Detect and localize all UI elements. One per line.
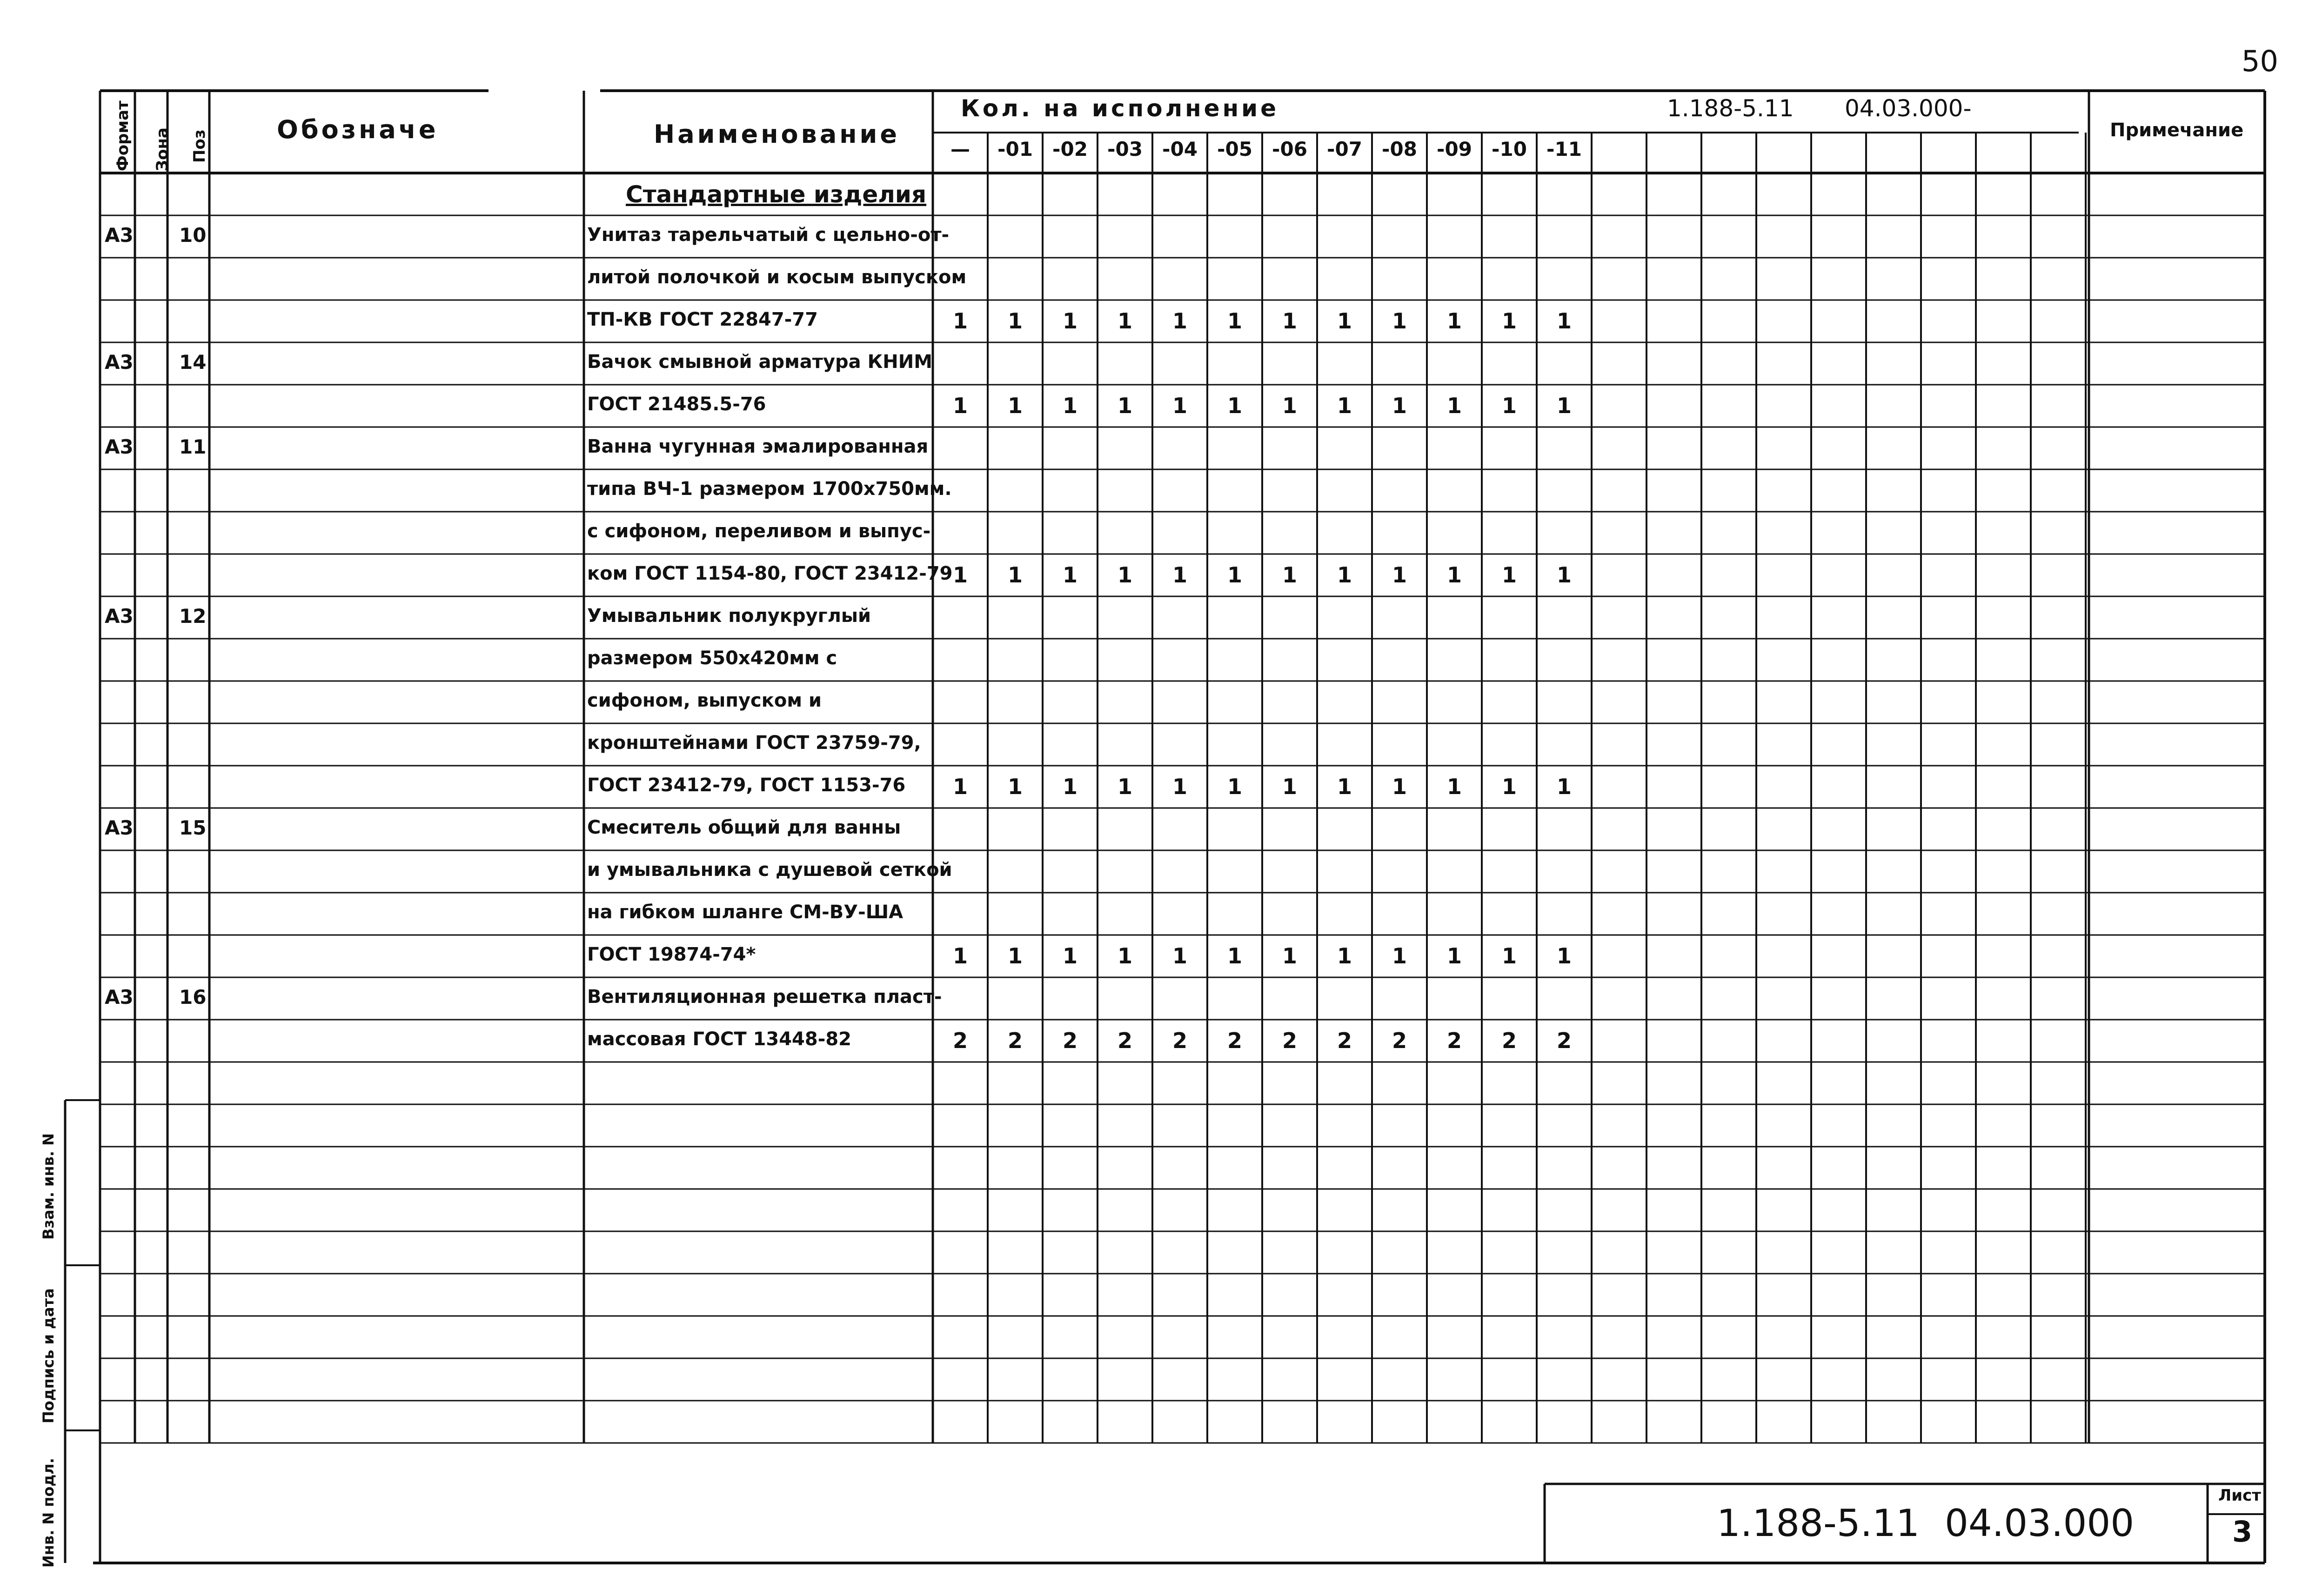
qty-cell: 1 — [1172, 308, 1187, 334]
qty-cell: 1 — [1282, 393, 1297, 418]
qty-cell: 1 — [1446, 308, 1462, 334]
qty-cell: 1 — [1117, 943, 1132, 968]
row-format: А3 — [105, 986, 134, 1008]
qty-cell: 1 — [1062, 308, 1078, 334]
side-label-signature-date: Подпись и дата — [40, 1288, 57, 1423]
qty-cell: 2 — [1117, 1028, 1132, 1053]
qty-cell: 1 — [1501, 393, 1517, 418]
qty-cell: 1 — [1227, 562, 1242, 588]
qty-cell: 1 — [1556, 308, 1572, 334]
row-name: кронштейнами ГОСТ 23759-79, — [587, 732, 921, 754]
qty-cell: 2 — [1446, 1028, 1462, 1053]
title-block-code: 1.188-5.11 — [1717, 1502, 1920, 1545]
row-position: 10 — [179, 224, 207, 247]
row-name: ГОСТ 21485.5-76 — [587, 394, 766, 415]
qty-cell: 1 — [1282, 308, 1297, 334]
qty-cell: 1 — [1117, 393, 1132, 418]
row-format: А3 — [105, 816, 134, 839]
qty-cell: 1 — [1392, 774, 1407, 799]
qty-cell: 2 — [1556, 1028, 1572, 1053]
row-position: 12 — [179, 605, 207, 628]
row-format: А3 — [105, 605, 134, 628]
qty-cell: 1 — [1007, 393, 1023, 418]
qty-cell: 1 — [1392, 562, 1407, 588]
qty-cell: 1 — [1556, 562, 1572, 588]
row-name: типа ВЧ-1 размером 1700х750мм. — [587, 478, 952, 500]
side-label-orig-inv: Инв. N подл. — [40, 1458, 57, 1568]
qty-cell: 1 — [1117, 774, 1132, 799]
variant-label: -09 — [1437, 138, 1472, 160]
qty-cell: 1 — [1556, 943, 1572, 968]
row-name: ком ГОСТ 1154-80, ГОСТ 23412-79 — [587, 563, 953, 584]
variant-label: -03 — [1107, 138, 1143, 160]
qty-cell: 1 — [1117, 562, 1132, 588]
variant-label: -08 — [1382, 138, 1417, 160]
qty-cell: 1 — [1337, 943, 1352, 968]
header-doc-code: 1.188-5.11 — [1667, 95, 1794, 122]
header-doc-code-suffix: 04.03.000- — [1845, 95, 1972, 122]
qty-cell: 1 — [1117, 308, 1132, 334]
row-position: 14 — [179, 351, 207, 374]
row-name: Умывальник полукруглый — [587, 605, 871, 627]
qty-cell: 1 — [1446, 562, 1462, 588]
qty-cell: 2 — [1282, 1028, 1297, 1053]
row-name: ГОСТ 19874-74* — [587, 944, 756, 965]
row-format: А3 — [105, 351, 134, 374]
qty-cell: 1 — [1172, 943, 1187, 968]
qty-cell: 1 — [1007, 308, 1023, 334]
qty-cell: 1 — [1337, 562, 1352, 588]
qty-cell: 2 — [1337, 1028, 1352, 1053]
qty-cell: 1 — [952, 774, 968, 799]
qty-cell: 1 — [1062, 562, 1078, 588]
header-pos: Поз — [190, 129, 209, 163]
row-name: размером 550х420мм с — [587, 648, 837, 669]
row-name: Ванна чугунная эмалированная — [587, 436, 929, 457]
header-note: Примечание — [2110, 120, 2244, 141]
title-block-sheet-number: 3 — [2232, 1515, 2253, 1549]
variant-label: -10 — [1492, 138, 1527, 160]
qty-cell: 1 — [1392, 308, 1407, 334]
qty-cell: 2 — [952, 1028, 968, 1053]
row-name: сифоном, выпуском и — [587, 690, 822, 711]
qty-cell: 1 — [952, 308, 968, 334]
row-name: Смеситель общий для ванны — [587, 817, 901, 838]
qty-cell: 1 — [1501, 308, 1517, 334]
qty-cell: 1 — [1062, 774, 1078, 799]
row-name: на гибком шланге СМ-ВУ-ША — [587, 902, 904, 923]
qty-cell: 1 — [1446, 943, 1462, 968]
header-qty-title: Кол. на исполнение — [961, 95, 1279, 122]
page-number: 50 — [2242, 44, 2278, 78]
qty-cell: 1 — [1337, 308, 1352, 334]
row-name: массовая ГОСТ 13448-82 — [587, 1028, 851, 1050]
qty-cell: 1 — [952, 562, 968, 588]
row-name: Унитаз тарельчатый с цельно-от- — [587, 224, 950, 246]
qty-cell: 1 — [952, 943, 968, 968]
row-position: 11 — [179, 435, 207, 458]
row-name: Вентиляционная решетка пласт- — [587, 986, 942, 1008]
qty-cell: 1 — [1227, 943, 1242, 968]
qty-cell: 1 — [1392, 943, 1407, 968]
qty-cell: 2 — [1172, 1028, 1187, 1053]
variant-label: -05 — [1217, 138, 1252, 160]
qty-cell: 1 — [1501, 774, 1517, 799]
qty-cell: 1 — [1172, 393, 1187, 418]
qty-cell: 1 — [1392, 393, 1407, 418]
header-zone: Зона — [153, 127, 172, 171]
qty-cell: 2 — [1007, 1028, 1023, 1053]
title-block-code-suffix: 04.03.000 — [1945, 1502, 2135, 1545]
row-name: ГОСТ 23412-79, ГОСТ 1153-76 — [587, 775, 906, 796]
qty-cell: 1 — [1282, 562, 1297, 588]
variant-label: -02 — [1052, 138, 1088, 160]
variant-label: -06 — [1272, 138, 1307, 160]
qty-cell: 1 — [1337, 774, 1352, 799]
row-name: и умывальника с душевой сеткой — [587, 859, 952, 881]
qty-cell: 1 — [1556, 774, 1572, 799]
qty-cell: 1 — [1282, 943, 1297, 968]
qty-cell: 1 — [1172, 562, 1187, 588]
row-position: 15 — [179, 816, 207, 839]
header-format: Формат — [114, 100, 132, 171]
row-format: А3 — [105, 224, 134, 247]
qty-cell: 1 — [1227, 774, 1242, 799]
title-block-sheet-label: Лист — [2218, 1486, 2261, 1505]
qty-cell: 2 — [1227, 1028, 1242, 1053]
qty-cell: 1 — [1062, 943, 1078, 968]
header-name: Наименование — [654, 120, 900, 149]
variant-label: -04 — [1162, 138, 1198, 160]
qty-cell: 1 — [1007, 943, 1023, 968]
qty-cell: 1 — [1337, 393, 1352, 418]
qty-cell: 1 — [1007, 562, 1023, 588]
qty-cell: 1 — [1282, 774, 1297, 799]
qty-cell: 1 — [952, 393, 968, 418]
qty-cell: 2 — [1062, 1028, 1078, 1053]
qty-cell: 1 — [1446, 393, 1462, 418]
variant-label: — — [950, 138, 970, 160]
variant-label: -11 — [1546, 138, 1582, 160]
qty-cell: 1 — [1227, 308, 1242, 334]
qty-cell: 1 — [1062, 393, 1078, 418]
row-name: Бачок смывной арматура КНИМ — [587, 351, 933, 373]
row-position: 16 — [179, 986, 207, 1008]
variant-label: -07 — [1327, 138, 1362, 160]
variant-label: -01 — [997, 138, 1033, 160]
row-name: ТП-КВ ГОСТ 22847-77 — [587, 309, 818, 330]
side-label-replaced-inv: Взам. инв. N — [40, 1133, 57, 1240]
qty-cell: 1 — [1556, 393, 1572, 418]
qty-cell: 1 — [1446, 774, 1462, 799]
qty-cell: 1 — [1501, 943, 1517, 968]
section-title: Стандартные изделия — [626, 181, 927, 208]
row-name: с сифоном, переливом и выпус- — [587, 521, 931, 542]
header-designation: Обозначе — [277, 115, 439, 144]
qty-cell: 2 — [1501, 1028, 1517, 1053]
qty-cell: 1 — [1227, 393, 1242, 418]
row-format: А3 — [105, 435, 134, 458]
qty-cell: 1 — [1172, 774, 1187, 799]
qty-cell: 2 — [1392, 1028, 1407, 1053]
row-name: литой полочкой и косым выпуском — [587, 267, 967, 288]
qty-cell: 1 — [1007, 774, 1023, 799]
qty-cell: 1 — [1501, 562, 1517, 588]
